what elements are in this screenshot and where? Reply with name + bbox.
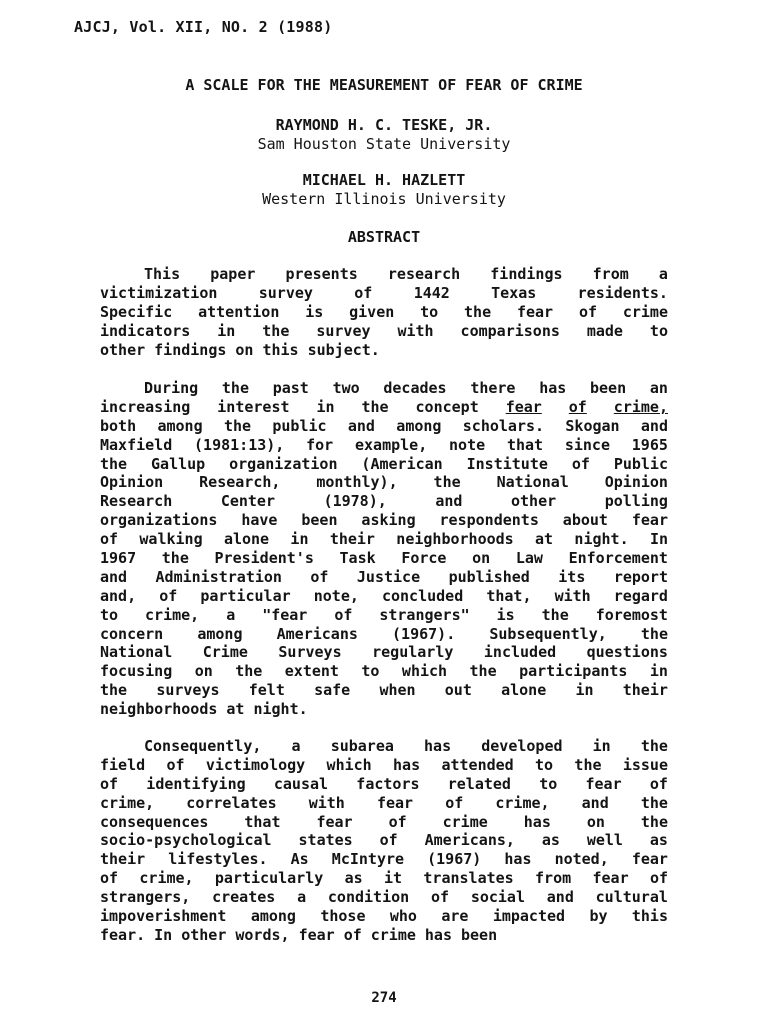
author-name: RAYMOND H. C. TESKE, JR. bbox=[275, 116, 493, 134]
text-line: the Gallup organization (American Institute of Public bbox=[100, 454, 668, 473]
author-affiliation: Western Illinois University bbox=[262, 190, 506, 208]
text-line: increasing interest in the concept fear of crime, bbox=[100, 397, 668, 416]
text-line: and Administration of Justice published its report bbox=[100, 567, 668, 586]
text-line: the surveys felt safe when out alone in their bbox=[100, 681, 668, 700]
text-line: impoverishment among those who are impacted by this bbox=[100, 907, 668, 926]
author-affiliation: Sam Houston State University bbox=[257, 135, 511, 153]
text-line: This paper presents research findings from a bbox=[144, 265, 668, 283]
text-line: consequences that fear of crime has on the bbox=[100, 812, 668, 831]
text-line: concern among Americans (1967). Subsequently, the bbox=[100, 624, 668, 643]
text-line: of walking alone in their neighborhoods at night. In bbox=[100, 530, 668, 549]
text-line: fear. In other words, fear of crime has been bbox=[100, 925, 498, 944]
text-line: Maxfield (1981:13), for example, note that since 1965 bbox=[100, 435, 668, 454]
page-number: 274 bbox=[371, 990, 397, 1006]
text-line: 1967 the President's Task Force on Law Enforcement bbox=[100, 549, 668, 568]
text-line: indicators in the survey with comparisons made to bbox=[100, 321, 668, 340]
text-line: organizations have been asking respondents about fear bbox=[100, 511, 668, 530]
text-line: National Crime Surveys regularly included questions bbox=[100, 643, 668, 662]
text-line: Research Center (1978), and other polling bbox=[100, 492, 668, 511]
text-line: victimization survey of 1442 Texas residents. bbox=[100, 283, 668, 302]
text-line: their lifestyles. As McIntyre (1967) has noted, fear bbox=[100, 850, 668, 869]
journal-citation: AJCJ, Vol. XII, NO. 2 (1988) bbox=[74, 18, 333, 36]
body-paragraph bbox=[100, 737, 668, 945]
paper-title: A SCALE FOR THE MEASUREMENT OF FEAR OF CRIME bbox=[185, 76, 583, 94]
text-line: crime, correlates with fear of crime, and the bbox=[100, 793, 668, 812]
text-line: focusing on the extent to which the participants in bbox=[100, 662, 668, 681]
text-line: Consequently, a subarea has developed in the bbox=[144, 737, 668, 755]
text-line: and, of particular note, concluded that, with regard bbox=[100, 586, 668, 605]
text-line: strangers, creates a condition of social and cultural bbox=[100, 888, 668, 907]
text-line: socio-psychological states of Americans, as well as bbox=[100, 831, 668, 850]
text-line: both among the public and among scholars. Skogan and bbox=[100, 416, 668, 435]
author-block bbox=[0, 116, 768, 154]
author-name: MICHAEL H. HAZLETT bbox=[302, 171, 466, 189]
text-line: Opinion Research, monthly), the National Opinion bbox=[100, 473, 668, 492]
author-block bbox=[0, 171, 768, 209]
text-line: of crime, particularly as it translates from fear of bbox=[100, 869, 668, 888]
text-line: During the past two decades there has been an bbox=[144, 379, 668, 397]
body-paragraph bbox=[100, 379, 668, 719]
text-line: neighborhoods at night. bbox=[100, 700, 308, 719]
text-line: field of victimology which has attended to the issue bbox=[100, 755, 668, 774]
text-line: Specific attention is given to the fear of crime bbox=[100, 302, 668, 321]
abstract-paragraph bbox=[100, 265, 668, 359]
text-line: to crime, a "fear of strangers" is the foremost bbox=[100, 605, 668, 624]
text-line: of identifying causal factors related to fear of bbox=[100, 774, 668, 793]
text-line: other findings on this subject. bbox=[100, 340, 380, 359]
abstract-heading: ABSTRACT bbox=[347, 228, 421, 246]
